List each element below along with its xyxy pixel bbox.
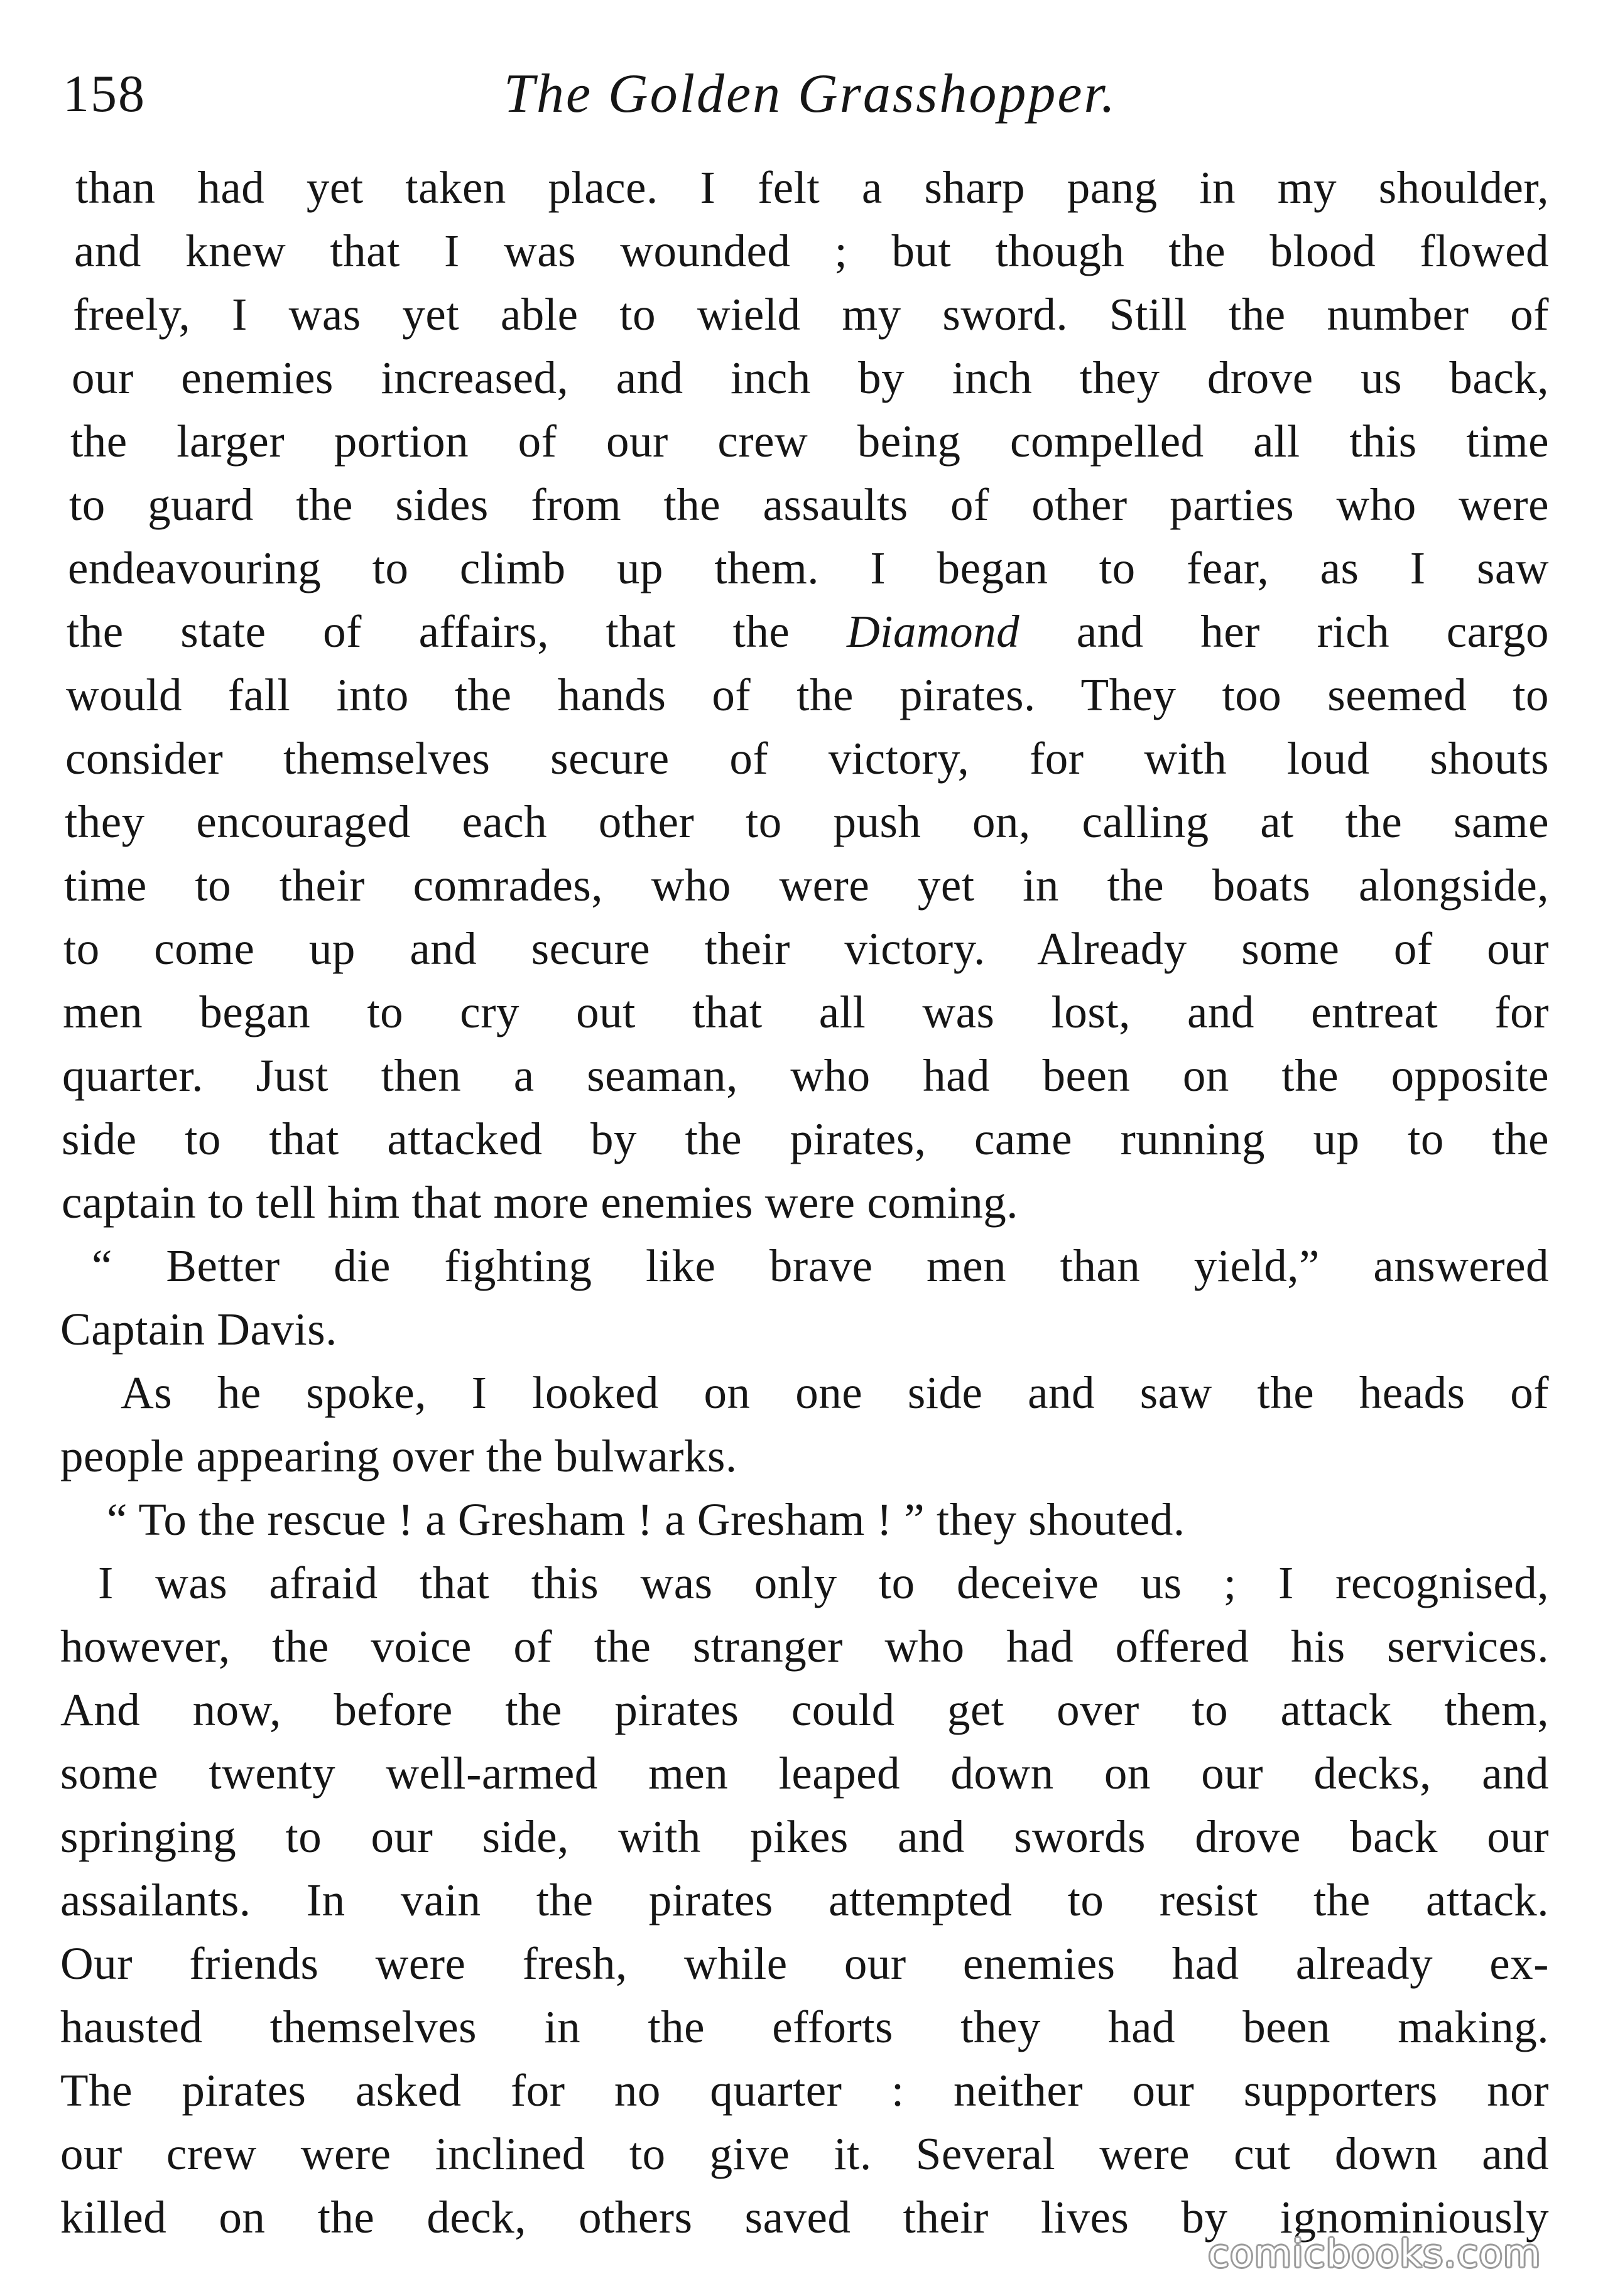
body-text (60, 156, 1549, 2249)
running-title: The Golden Grasshopper. (504, 63, 1117, 124)
text-line: men began to cry out that all was lost, and entreat for (63, 987, 1549, 1037)
text-line: quarter. Just then a seaman, who had been on the opposite (62, 1050, 1549, 1101)
text-line: Our friends were fresh, while our enemies had already ex- (60, 1938, 1549, 1989)
text-line: “ Better die fighting like brave men than yield,” answered (92, 1240, 1549, 1291)
text-line: “ To the rescue ! a Gresham ! a Gresham ! ” they shouted. (107, 1494, 1185, 1545)
text-line: endeavouring to climb up them. I began to fear, as I saw (68, 543, 1549, 593)
watermark-logo: comicbooks.com (1208, 2232, 1541, 2276)
text-line: some twenty well-armed men leaped down on our decks, and (60, 1748, 1549, 1799)
text-line: they encouraged each other to push on, calling at the same (65, 796, 1549, 847)
text-line: I was afraid that this was only to deceive us ; I recognised, (98, 1557, 1549, 1608)
text-line: assailants. In vain the pirates attempted to resist the attack. (60, 1875, 1549, 1925)
text-line: would fall into the hands of the pirates. They too seemed to (66, 669, 1549, 720)
text-line: than had yet taken place. I felt a sharp pang in my shoulder, (75, 162, 1549, 213)
page-header (63, 60, 1558, 129)
text-line: captain to tell him that more enemies were coming. (62, 1177, 1019, 1228)
text-line: freely, I was yet able to wield my sword. Still the number of (73, 289, 1549, 340)
text-line: to guard the sides from the assaults of other parties who were (69, 479, 1549, 530)
text-line: our crew were inclined to give it. Several were cut down and (60, 2128, 1549, 2179)
text-line: hausted themselves in the efforts they had been making. (60, 2001, 1549, 2052)
text-line: our enemies increased, and inch by inch they drove us back, (72, 352, 1549, 403)
text-line: killed on the deck, others saved their lives by ignominiously (60, 2192, 1549, 2243)
text-line: Captain Davis. (60, 1304, 337, 1355)
text-line: springing to our side, with pikes and swords drove back our (60, 1811, 1549, 1862)
text-line: the larger portion of our crew being compelled all this time (70, 416, 1549, 467)
text-line: however, the voice of the stranger who had offered his services. (60, 1621, 1549, 1672)
text-line: side to that attacked by the pirates, came running up to the (62, 1113, 1549, 1164)
text-line: The pirates asked for no quarter : neither our supporters nor (60, 2065, 1549, 2116)
text-line: and knew that I was wounded ; but though the blood flowed (74, 225, 1549, 276)
text-line: consider themselves secure of victory, for with loud shouts (65, 733, 1549, 784)
text-line: to come up and secure their victory. Already some of our (63, 923, 1549, 974)
text-line: the state of affairs, that the Diamond and her rich cargo (67, 606, 1549, 657)
page-number: 158 (63, 65, 146, 123)
text-line: As he spoke, I looked on one side and saw the heads of (121, 1367, 1549, 1418)
text-line: people appearing over the bulwarks. (60, 1431, 737, 1481)
ship-name: Diamond (846, 606, 1020, 657)
text-line: And now, before the pirates could get over to attack them, (60, 1684, 1549, 1735)
text-line: time to their comrades, who were yet in the boats alongside, (64, 860, 1549, 911)
